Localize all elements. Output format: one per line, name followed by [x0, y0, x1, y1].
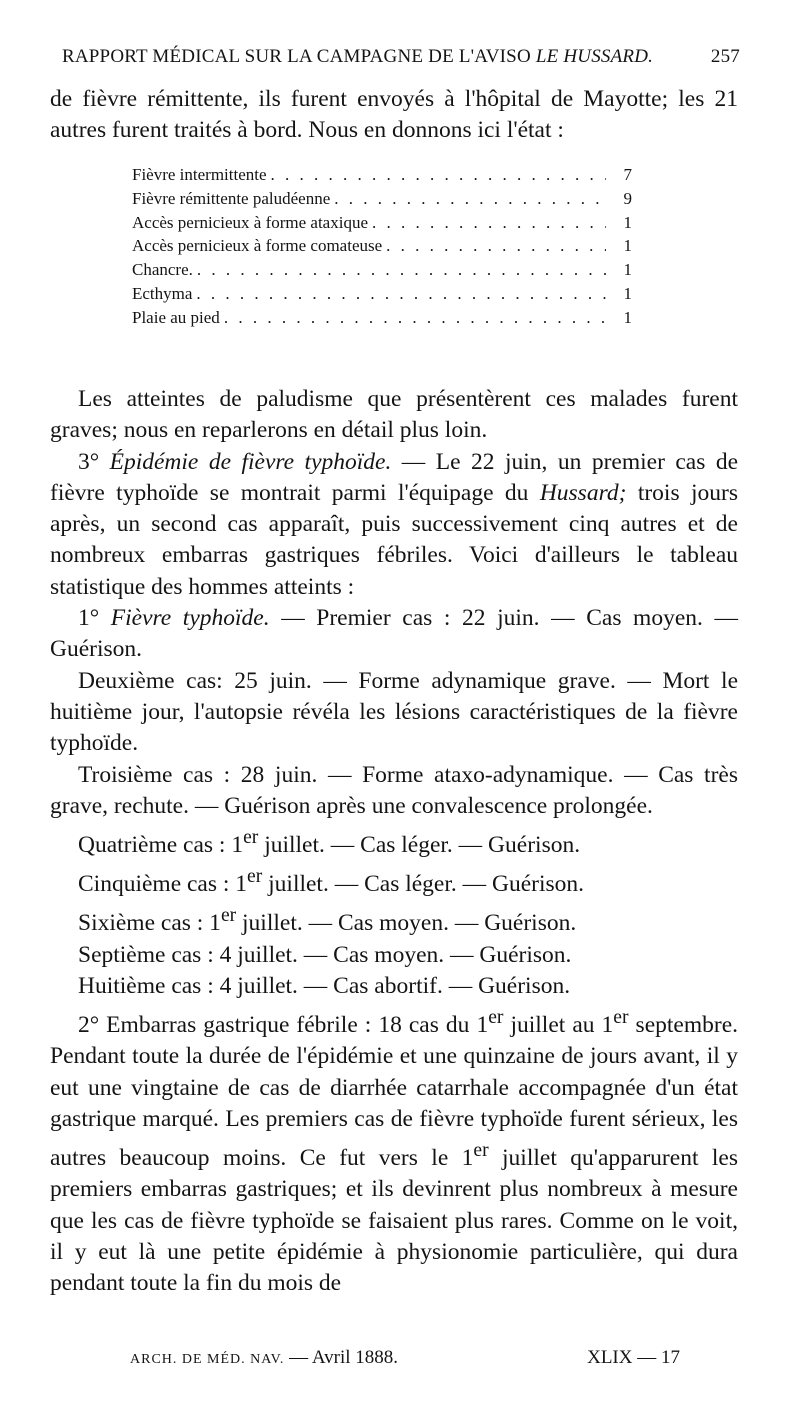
tally-count: 1 — [623, 307, 632, 327]
journal-abbrev: ARCH. DE MÉD. NAV. — [130, 1352, 285, 1367]
section-number: 3° — [78, 448, 110, 475]
subsection-heading: Fièvre typhoïde. — [110, 605, 270, 632]
page-number: 257 — [710, 46, 740, 67]
intro-text: de fièvre rémittente, ils furent envoyés à l'hôpital de Mayotte; les 21 autres furent traités à bord. Nous en donnons ici l'état : — [50, 86, 738, 144]
epidemie-text-a: — Le 22 juin, un premier cas de fièvre typhoïde se montrait parmi l'équipage du — [50, 448, 738, 506]
footer-journal — [130, 1347, 398, 1369]
subsection-number: 1° — [78, 605, 111, 632]
running-header — [62, 46, 740, 76]
paragraph-paludisme — [50, 384, 738, 447]
case-1-text: — Premier cas : 22 juin. — Cas moyen. — Guérison. — [50, 605, 738, 663]
ordinal-sup: er — [488, 1007, 504, 1029]
paragraph-case-6 — [50, 900, 738, 939]
tally-row — [132, 211, 632, 235]
embarras-text-a: 2° Embarras gastrique fébrile : 18 cas du 1 — [78, 1011, 489, 1038]
dot-leader — [334, 187, 606, 211]
paludisme-text: Les atteintes de paludisme que présentèrent ces malades furent graves; nous en reparlerons en détail plus loin. — [50, 386, 738, 444]
tally-label: Fièvre intermittente — [132, 165, 267, 184]
case-7-text: Septième cas : 4 juillet. — Cas moyen. — Guérison. — [78, 941, 572, 968]
tally-count: 1 — [623, 236, 632, 256]
paragraph-fievre-typhoide — [50, 603, 738, 666]
tally-label: Plaie au pied — [132, 307, 220, 327]
paragraph-case-4 — [50, 822, 738, 861]
tally-count: 9 — [623, 188, 632, 208]
paragraph-case-2 — [50, 666, 738, 760]
case-4-text-a: Quatrième cas : 1 — [78, 831, 244, 858]
paragraph-case-3 — [50, 760, 738, 823]
paragraph-case-7 — [50, 940, 738, 971]
case-5-text-a: Cinquième cas : 1 — [78, 871, 248, 898]
case-6-text-a: Sixième cas : 1 — [78, 910, 221, 937]
embarras-text-c: septembre. Pendant toute la durée de l'épidémie et une quinzaine de jours avant, il y eut une vingtaine de cas de diarrhée catarrhale accompagnée d'un état gastrique marqué. Les premiers cas de fièvre typhoïde furent sérieux, les autres beaucoup moins. Ce fut vers le 1 — [50, 1011, 738, 1171]
tally-label: Ecthyma — [132, 283, 193, 303]
ordinal-sup: er — [220, 905, 237, 927]
case-6-text-b: juillet. — Cas moyen. — Guérison. — [236, 910, 577, 937]
tally-label: Fièvre rémittente paludéenne — [132, 188, 331, 208]
ordinal-sup: er — [613, 1007, 629, 1029]
intro-paragraph — [50, 84, 738, 147]
dot-leader — [197, 258, 606, 282]
ship-name: Hussard; — [539, 479, 627, 506]
tally-count: 1 — [623, 283, 632, 303]
dot-leader — [196, 282, 606, 306]
paragraph-case-5 — [50, 861, 738, 900]
header-title-text: RAPPORT MÉDICAL SUR LA CAMPAGNE DE L'AVISO — [62, 46, 531, 67]
section-heading: Épidémie de fièvre typhoïde. — [109, 448, 392, 475]
dot-leader — [372, 211, 606, 235]
tally-label: Accès pernicieux à forme comateuse — [132, 236, 383, 256]
tally-count: 1 — [623, 260, 632, 280]
case-8-text: Huitième cas : 4 juillet. — Cas abortif. — Guérison. — [78, 972, 571, 999]
case-4-text-b: juillet. — Cas léger. — Guérison. — [258, 831, 581, 858]
tally-row — [132, 163, 632, 187]
embarras-text-d: juillet qu'apparurent les premiers embarras gastriques; et ils devinrent plus nombreux à mesure que les cas de fièvre typhoïde se faisaient plus rares. Comme on le voit, il y eut là une petite épidémie à physionomie particulière, qui dura pendant toute la fin du mois de — [50, 1144, 738, 1297]
main-text — [50, 384, 738, 1299]
tally-row — [132, 306, 632, 330]
cases-tally-table — [132, 163, 632, 330]
dot-leader — [386, 234, 606, 258]
tally-row — [132, 282, 632, 306]
header-title — [62, 46, 653, 68]
epidemie-text-b: trois jours après, un second cas apparaît, puis successivement cinq autres et de nombreux embarras gastriques fébriles. Voici d'ailleurs le tableau statistique des hommes atteints : — [50, 479, 738, 600]
ordinal-sup: er — [247, 866, 263, 888]
tally-count: 1 — [623, 212, 632, 232]
header-ship-name: LE HUSSARD. — [535, 46, 654, 67]
paragraph-embarras-gastrique — [50, 1002, 738, 1299]
footer-signature: XLIX — 17 — [587, 1347, 680, 1368]
ordinal-sup: er — [473, 1140, 489, 1162]
paragraph-epidemie — [50, 447, 738, 603]
ordinal-sup: er — [243, 827, 259, 849]
case-2-text: Deuxième cas: 25 juin. — Forme adynamique grave. — Mort le huitième jour, l'autopsie révéla les lésions caractéristiques de la fièvre typhoïde. — [50, 667, 738, 757]
dot-leader — [224, 306, 606, 330]
tally-row — [132, 258, 632, 282]
tally-row — [132, 187, 632, 211]
case-5-text-b: juillet. — Cas léger. — Guérison. — [262, 871, 585, 898]
tally-label: Accès pernicieux à forme ataxique — [132, 212, 368, 232]
tally-count: 7 — [623, 165, 632, 184]
journal-date: — Avril 1888. — [284, 1347, 399, 1368]
dot-leader — [271, 163, 606, 187]
tally-label: Chancre. — [132, 260, 193, 280]
tally-row — [132, 234, 632, 258]
case-3-text: Troisième cas : 28 juin. — Forme ataxo-adynamique. — Cas très grave, rechute. — Guérison après une convalescence prolongée. — [50, 761, 738, 819]
embarras-text-b: juillet au 1 — [503, 1011, 614, 1038]
paragraph-case-8 — [50, 971, 738, 1002]
page-footer — [130, 1347, 680, 1377]
